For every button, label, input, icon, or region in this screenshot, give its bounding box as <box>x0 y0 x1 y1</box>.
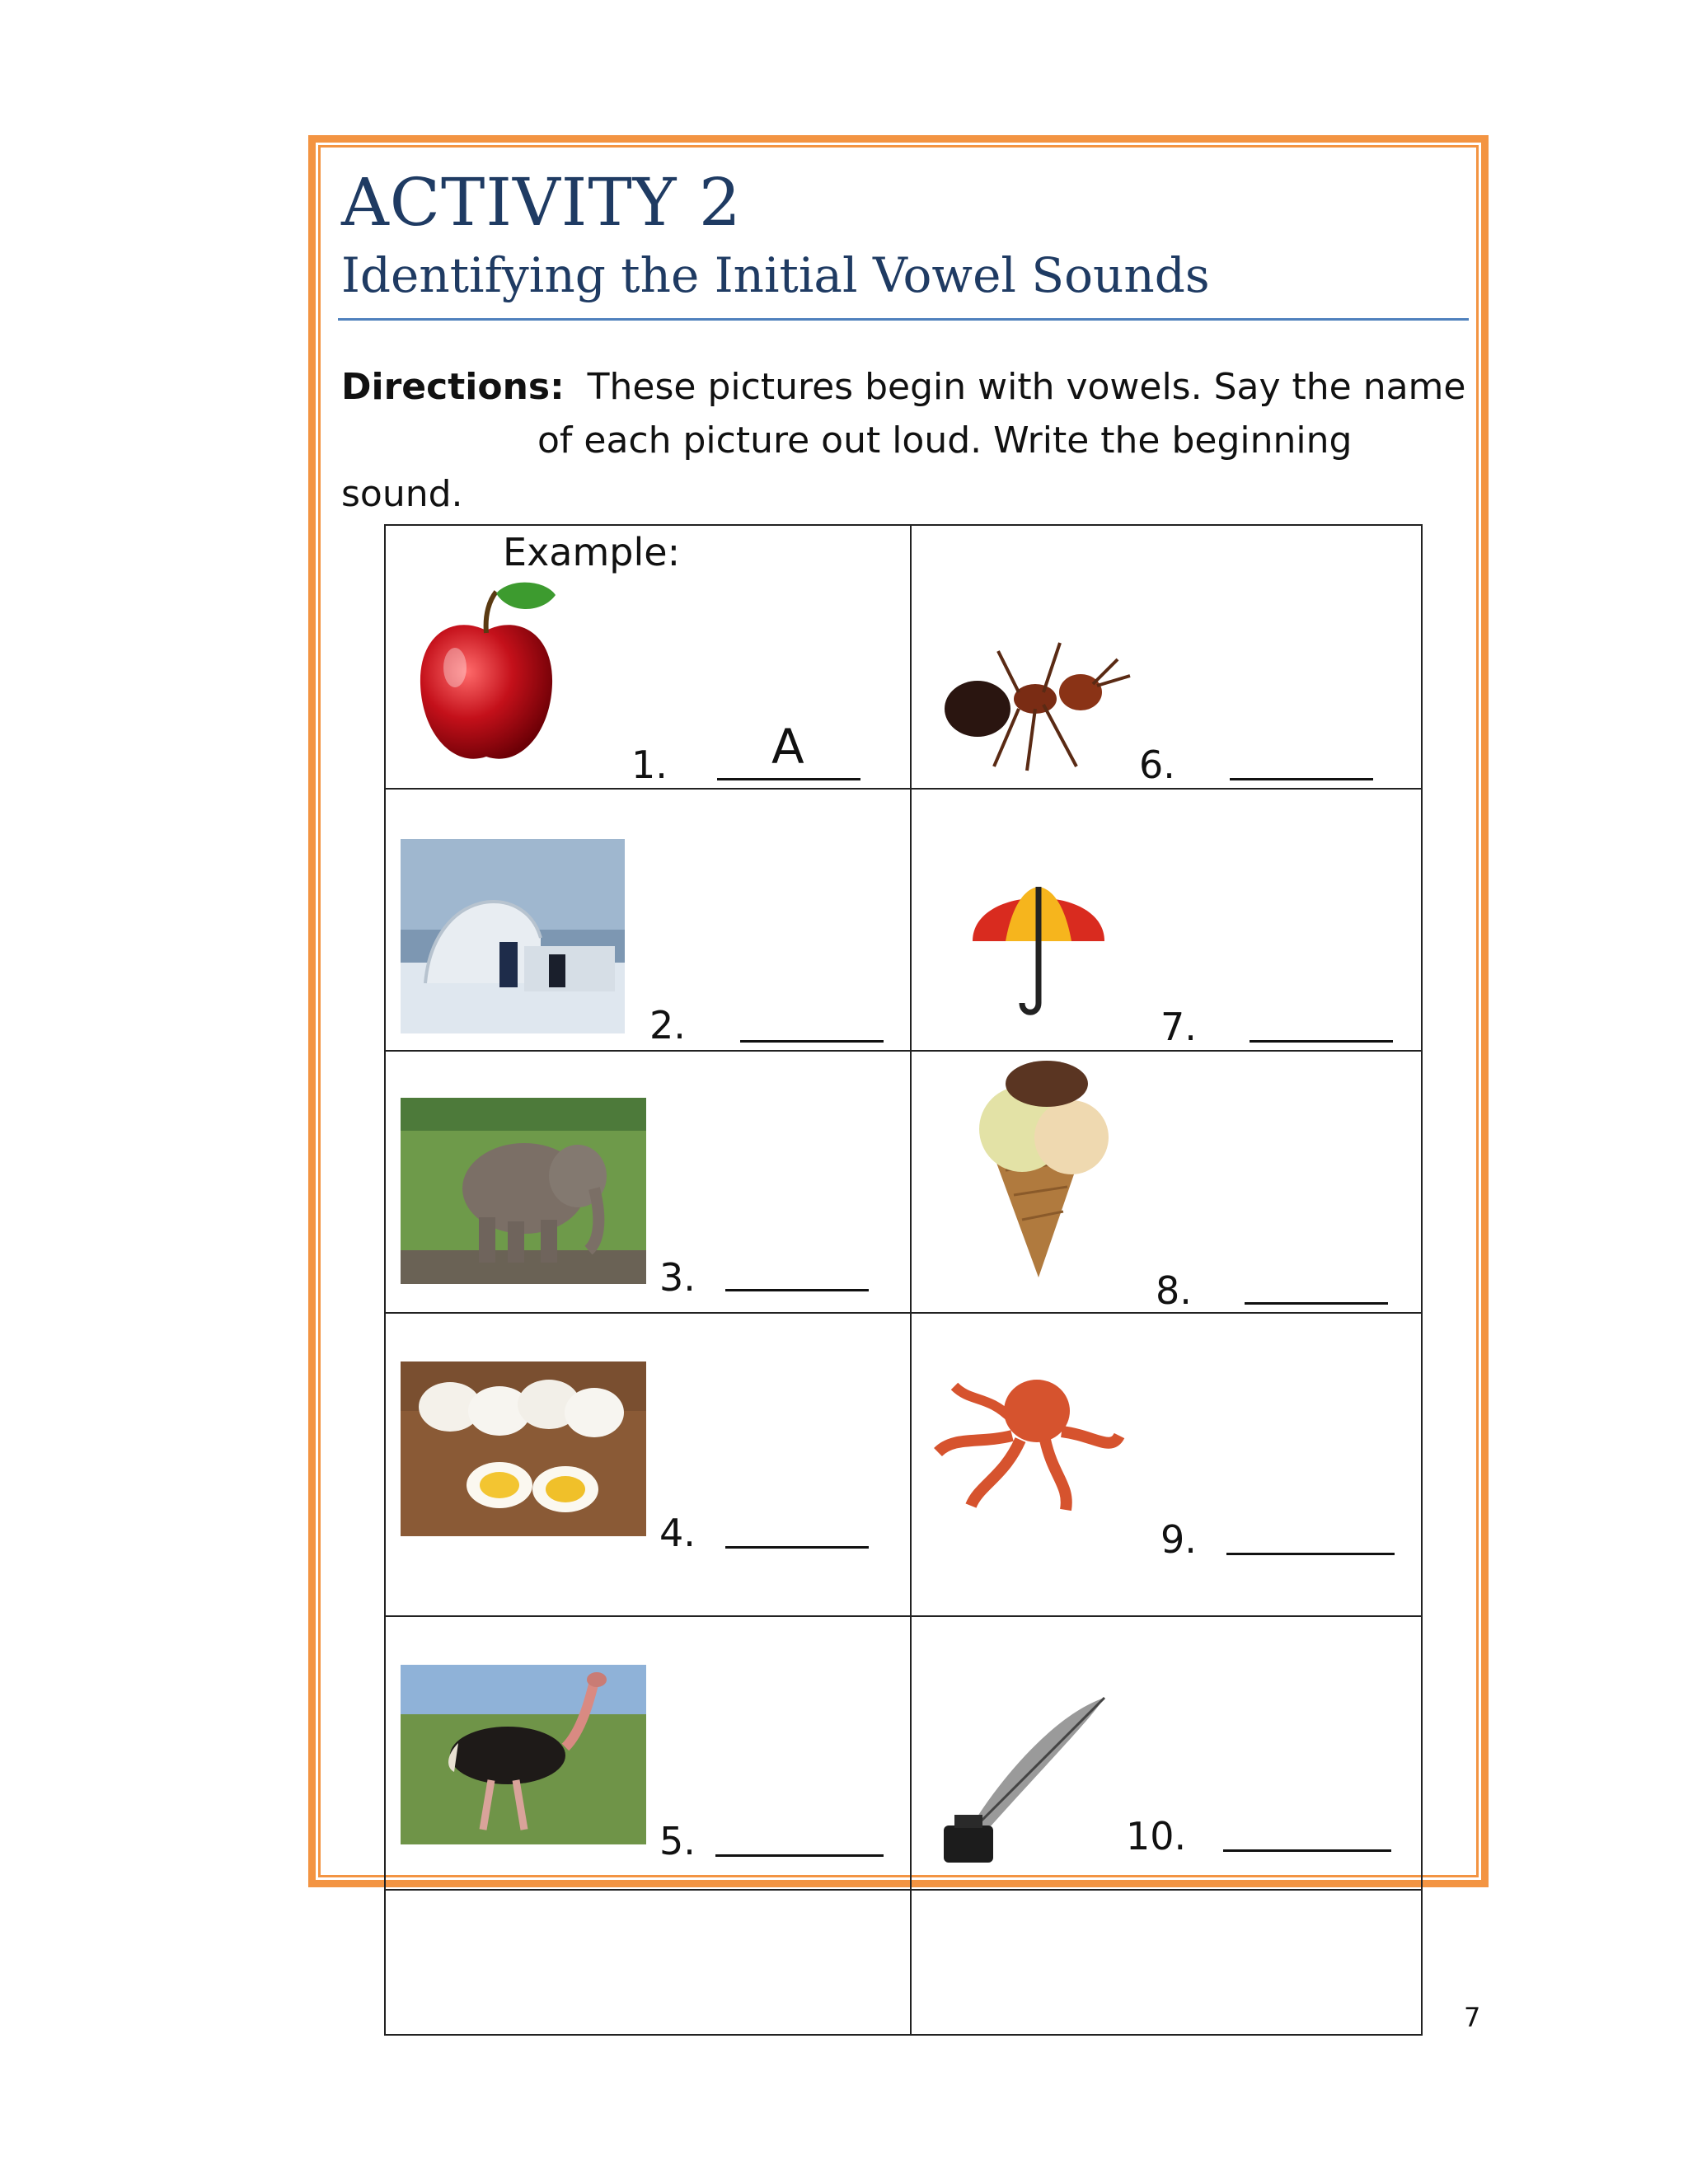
answer-blank[interactable] <box>1226 1553 1395 1555</box>
answer-blank[interactable] <box>715 1854 884 1857</box>
umbrella-picture <box>956 851 1121 1024</box>
elephant-picture <box>401 1098 646 1284</box>
item-number: 7. <box>1160 1005 1197 1049</box>
igloo-picture <box>401 839 625 1033</box>
table-column-divider <box>910 524 912 2036</box>
item-number: 2. <box>649 1003 686 1047</box>
eggs-picture <box>401 1361 646 1536</box>
table-row-divider <box>384 1312 1423 1314</box>
directions-line-3: sound. <box>341 473 463 515</box>
answer-blank[interactable] <box>1250 1040 1393 1043</box>
item-number: 8. <box>1156 1268 1192 1313</box>
activity-title: ACTIVITY 2 <box>341 164 742 241</box>
directions-line-1 <box>341 364 1465 410</box>
answer-blank[interactable] <box>1230 778 1373 780</box>
item-number: 6. <box>1139 743 1175 787</box>
ant-picture <box>920 626 1147 783</box>
table-row-divider <box>384 1050 1423 1052</box>
answer-blank[interactable] <box>717 778 860 780</box>
table-row-divider <box>384 1615 1423 1617</box>
answer-blank[interactable] <box>1223 1849 1391 1852</box>
table-row-divider <box>384 1889 1423 1891</box>
apple-picture <box>404 577 569 775</box>
item-answer: A <box>771 719 804 775</box>
item-number: 3. <box>659 1255 696 1300</box>
item-number: 5. <box>659 1819 696 1863</box>
ostrich-picture <box>401 1665 646 1844</box>
directions-line-2: of each picture out loud. Write the beginning <box>537 419 1353 462</box>
octopus-picture <box>921 1361 1128 1518</box>
page-number: 7 <box>1464 2002 1481 2033</box>
item-number: 9. <box>1160 1517 1197 1562</box>
answer-blank[interactable] <box>740 1040 884 1043</box>
directions-text-1: These pictures begin with vowels. Say the name <box>587 366 1466 408</box>
answer-blank[interactable] <box>725 1546 869 1549</box>
item-number: 4. <box>659 1511 696 1555</box>
ice-cream-picture <box>948 1047 1129 1286</box>
answer-blank[interactable] <box>1245 1302 1388 1305</box>
ink-pen-picture <box>931 1681 1121 1871</box>
table-row-divider <box>384 788 1423 790</box>
title-divider <box>338 318 1469 321</box>
activity-subtitle: Identifying the Initial Vowel Sounds <box>341 247 1210 303</box>
answer-blank[interactable] <box>725 1289 869 1291</box>
item-number: 10. <box>1126 1814 1187 1858</box>
directions-label: Directions: <box>341 366 565 408</box>
item-number: 1. <box>631 743 668 787</box>
example-label: Example: <box>503 530 681 574</box>
